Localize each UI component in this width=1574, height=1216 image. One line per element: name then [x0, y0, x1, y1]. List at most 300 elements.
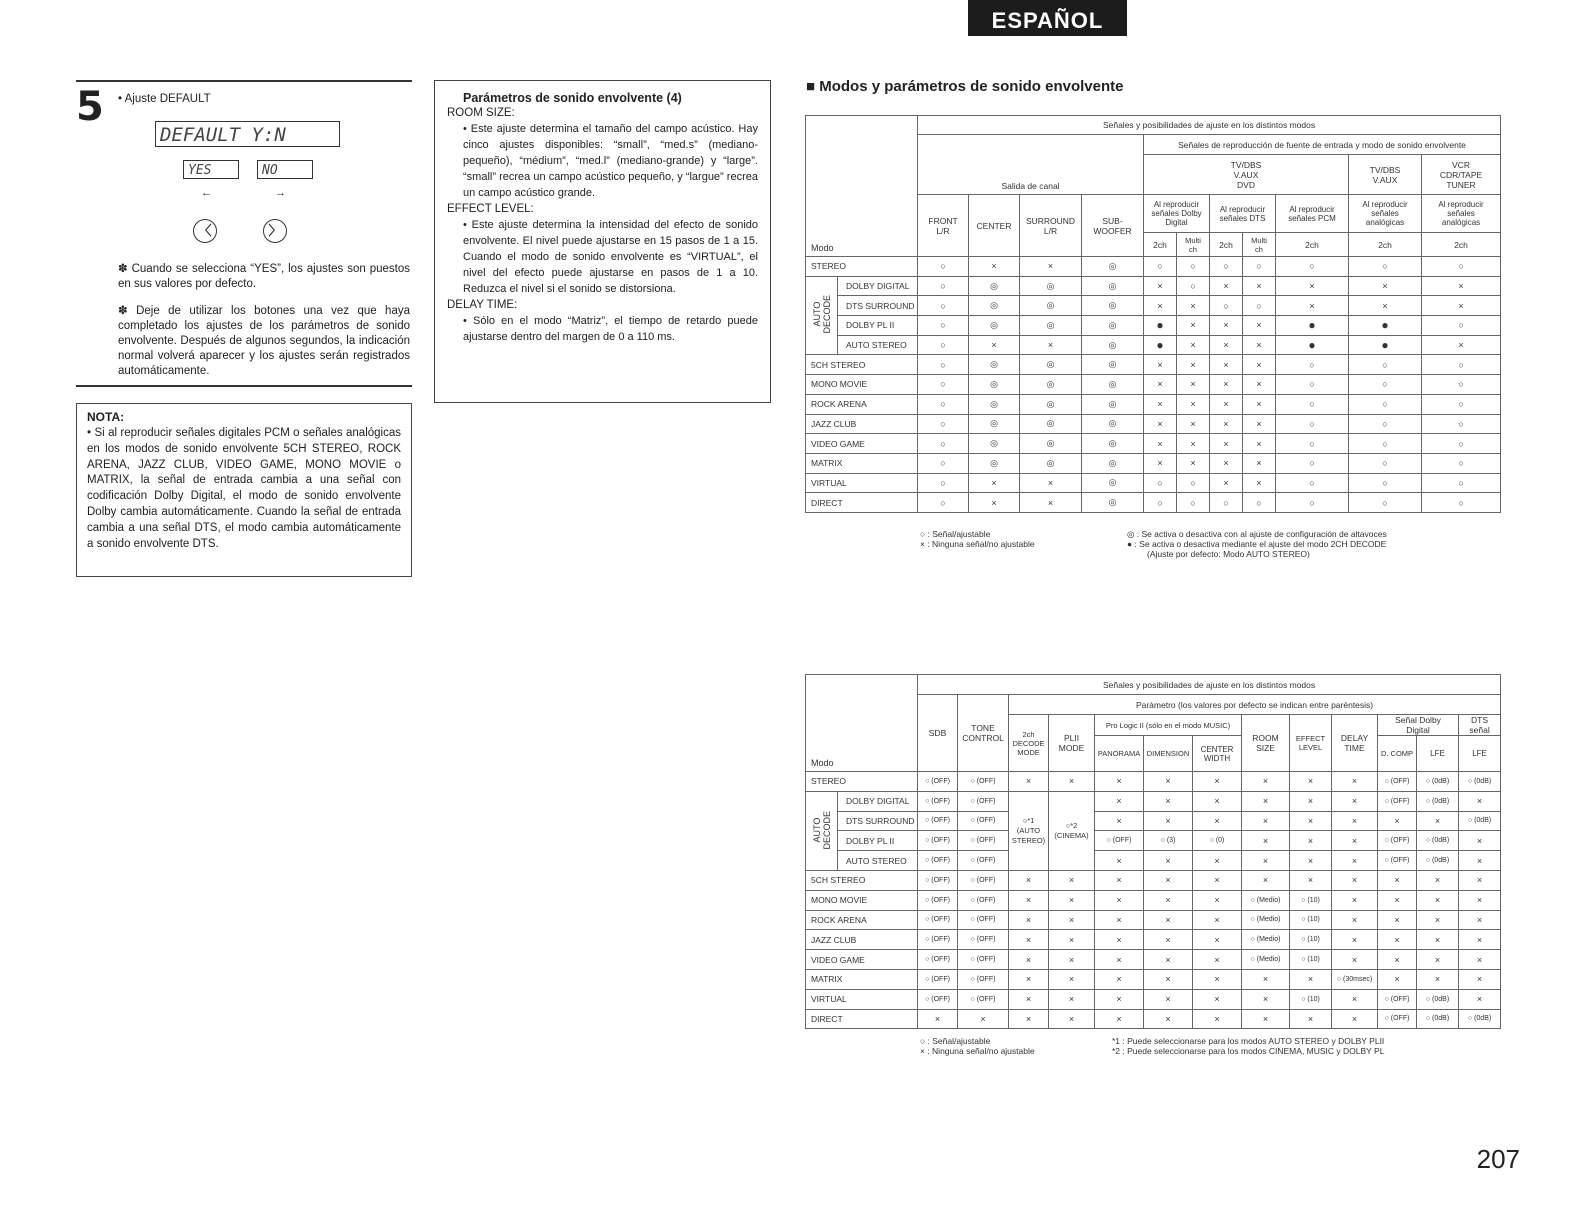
value-cell: ×: [1009, 989, 1049, 1009]
value-cell: ×: [1417, 950, 1459, 970]
value-cell: ×: [1210, 453, 1243, 473]
mode-cell: DOLBY DIGITAL: [838, 276, 918, 296]
value-cell: ×: [969, 257, 1020, 277]
table-row: [806, 355, 1501, 375]
value-cell: ●: [1144, 316, 1177, 336]
value-cell: ○ (0dB): [1417, 1009, 1459, 1029]
step-note-1: ✽ Cuando se selecciona “YES”, los ajustes son puestos en sus valores por defecto.: [118, 263, 410, 290]
table-row: [806, 870, 1501, 890]
value-cell: ×: [1459, 930, 1501, 950]
t2-lfe-dts: LFE: [1459, 736, 1501, 772]
value-cell: ○ (OFF): [1378, 772, 1417, 792]
value-cell: ○: [1210, 257, 1243, 277]
value-cell: ×: [1009, 930, 1049, 950]
value-cell: ○ (0dB): [1459, 1009, 1501, 1029]
value-cell: ○: [1243, 296, 1276, 316]
value-cell: ○ (OFF): [1378, 791, 1417, 811]
value-cell: ×: [1193, 890, 1242, 910]
value-cell: ×: [1193, 870, 1242, 890]
value-cell: ×: [1332, 831, 1378, 851]
value-cell: ○ (3): [1144, 831, 1193, 851]
value-cell: ○: [1276, 473, 1349, 493]
value-cell: ○ (10): [1290, 890, 1332, 910]
arrow-right-icon: →: [275, 187, 286, 199]
t1-ana2: Al reproducir señales analógicas: [1422, 195, 1501, 233]
t2-dcomp: D. COMP: [1378, 736, 1417, 772]
t2-legend-left: ○ : Señal/ajustable × : Ninguna señal/no ajustable: [920, 1036, 1035, 1056]
value-cell: ×: [1049, 1009, 1095, 1029]
value-cell: ◎: [1082, 414, 1144, 434]
mode-cell: DTS SURROUND: [838, 811, 918, 831]
value-cell: ○ (OFF): [918, 969, 958, 989]
mode-cell: DOLBY PL II: [838, 316, 918, 336]
mode-cell: DIRECT: [806, 1009, 918, 1029]
value-cell: ×: [1210, 473, 1243, 493]
value-cell: ×: [1210, 375, 1243, 395]
mode-cell: ROCK ARENA: [806, 910, 918, 930]
t2-room: ROOM SIZE: [1242, 715, 1290, 772]
value-cell: ◎: [1020, 453, 1082, 473]
value-cell: ◎: [1082, 316, 1144, 336]
value-cell: ○: [918, 493, 969, 513]
value-cell: ◎: [1020, 375, 1082, 395]
t2-2ch-mode: 2ch DECODE MODE: [1009, 715, 1049, 772]
value-cell: ×: [1210, 316, 1243, 336]
t1-2ch: 2ch: [1276, 233, 1349, 257]
value-cell: ×: [1009, 910, 1049, 930]
t2-top-header: Señales y posibilidades de ajuste en los distintos modos: [918, 675, 1501, 695]
value-cell: ×: [1378, 910, 1417, 930]
value-cell: ×: [1290, 969, 1332, 989]
value-cell: ○ (OFF): [958, 851, 1009, 871]
mode-cell: MONO MOVIE: [806, 890, 918, 910]
value-cell: ◎: [1020, 316, 1082, 336]
value-cell: ×: [1095, 791, 1144, 811]
room-size-label: ROOM SIZE:: [447, 107, 515, 119]
t1-2ch: 2ch: [1349, 233, 1422, 257]
t1-src-dvd: TV/DBS V.AUX DVD: [1144, 155, 1349, 195]
value-cell: ◎: [1020, 296, 1082, 316]
value-cell: ○ (OFF): [918, 870, 958, 890]
right-button-icon[interactable]: 〉: [263, 219, 287, 243]
value-cell: ○ (OFF): [1378, 1009, 1417, 1029]
value-cell: ○ (OFF): [958, 791, 1009, 811]
value-cell: ×: [1144, 851, 1193, 871]
divider: [76, 385, 412, 387]
value-cell: ×: [1049, 989, 1095, 1009]
table-row: [806, 473, 1501, 493]
divider: [76, 80, 412, 82]
table-row: [806, 831, 1501, 851]
mode-cell: 5CH STEREO: [806, 355, 918, 375]
table-row: [806, 434, 1501, 454]
value-cell: ×: [1049, 930, 1095, 950]
value-cell: ○ (0): [1193, 831, 1242, 851]
value-cell: ◎: [969, 276, 1020, 296]
value-cell: ○: [1243, 257, 1276, 277]
room-size-text: • Este ajuste determina el tamaño del campo acústico. Hay cinco ajustes disponibles: “small”, “med.s” (mediano-pequeño), “médium”, “med.l” (mediano-grande) y “large”. “small” recrea un campo acústico pequeño, y “largue” recrea un campo acústico grande.: [463, 121, 758, 201]
t2-delay: DELAY TIME: [1332, 715, 1378, 772]
value-cell: ○: [1276, 394, 1349, 414]
value-cell: ○ (Medio): [1242, 930, 1290, 950]
modes-parameter-table: [805, 674, 1501, 1029]
value-cell: ○: [918, 335, 969, 355]
nota-text: • Si al reproducir señales digitales PCM o señales analógicas en los modos de sonido envolvente 5CH STEREO, ROCK ARENA, JAZZ CLUB, VIDEO GAME, MONO MOVIE o MATRIX, la señal de entrada cambia a una señal con codificación Dolby Digital, el modo de sonido envolvente Dolby cambia automáticamente. Cuando la señal de entrada cambia a una señal DTS, el modo cambia automáticamente a sonido envolvente DTS.: [87, 426, 401, 552]
value-cell: ×: [1177, 296, 1210, 316]
value-cell: ○: [918, 473, 969, 493]
t2-lfe: LFE: [1417, 736, 1459, 772]
value-cell: ×: [1210, 414, 1243, 434]
value-cell: ○: [1422, 394, 1501, 414]
value-cell: ×: [1095, 930, 1144, 950]
value-cell: ×: [1095, 969, 1144, 989]
value-cell: ○ (OFF): [918, 910, 958, 930]
value-cell: ×: [1095, 851, 1144, 871]
value-cell: ×: [1459, 851, 1501, 871]
value-cell: ×: [1095, 772, 1144, 792]
value-cell: ○: [1422, 414, 1501, 434]
value-cell: ○: [1349, 493, 1422, 513]
value-cell: ×: [1378, 890, 1417, 910]
value-cell: ×: [1144, 791, 1193, 811]
mode-cell: STEREO: [806, 257, 918, 277]
value-cell: ×: [1332, 950, 1378, 970]
value-cell: ◎: [1082, 355, 1144, 375]
value-cell: ○: [1422, 493, 1501, 513]
t2-panorama: PANORAMA: [1095, 736, 1144, 772]
value-cell: ○ (0dB): [1417, 989, 1459, 1009]
value-cell: ◎: [969, 316, 1020, 336]
value-cell: ×: [1332, 791, 1378, 811]
value-cell: ○ (OFF): [958, 910, 1009, 930]
value-cell: ○ (OFF): [958, 831, 1009, 851]
value-cell: ×: [1144, 434, 1177, 454]
value-cell: ×: [1332, 772, 1378, 792]
value-cell: ×: [1378, 811, 1417, 831]
value-cell: ●: [1349, 335, 1422, 355]
value-cell: ○ (Medio): [1242, 910, 1290, 930]
language-tab: ESPAÑOL: [968, 0, 1127, 36]
value-cell: ×: [1020, 335, 1082, 355]
value-cell: ○: [1276, 375, 1349, 395]
value-cell: ×: [1378, 870, 1417, 890]
value-cell: ×: [1242, 969, 1290, 989]
mode-cell: DOLBY DIGITAL: [838, 791, 918, 811]
lcd-yes: YES: [183, 160, 239, 179]
value-cell: ○ (OFF): [918, 989, 958, 1009]
value-cell: ○ (OFF): [958, 930, 1009, 950]
value-cell: ×: [1020, 257, 1082, 277]
value-cell: ◎: [1082, 257, 1144, 277]
value-cell: ○: [918, 257, 969, 277]
value-cell: ×: [1177, 316, 1210, 336]
value-cell: ×: [1332, 811, 1378, 831]
table-row: [806, 851, 1501, 871]
value-cell: ○: [1422, 473, 1501, 493]
value-cell: ×: [1276, 276, 1349, 296]
value-cell: ○: [1276, 453, 1349, 473]
value-cell: ◎: [1082, 473, 1144, 493]
mode-cell: DOLBY PL II: [838, 831, 918, 851]
table-row: [806, 335, 1501, 355]
value-cell: ×: [1242, 831, 1290, 851]
t2-dolby-digital: Señal Dolby Digital: [1378, 715, 1459, 736]
value-cell: ◎: [1020, 394, 1082, 414]
value-cell: ×: [1177, 434, 1210, 454]
mode-cell: MATRIX: [806, 969, 918, 989]
value-cell: ○ (OFF): [918, 811, 958, 831]
value-cell: ×: [1049, 950, 1095, 970]
value-cell: ×: [1009, 870, 1049, 890]
value-cell: ×: [1349, 296, 1422, 316]
t2-effect: EFFECT LEVEL: [1290, 715, 1332, 772]
value-cell: ×: [1210, 276, 1243, 296]
value-cell: ○ (10): [1290, 950, 1332, 970]
value-cell: ○: [1210, 493, 1243, 513]
value-cell: ×: [1144, 355, 1177, 375]
mode-cell: DTS SURROUND: [838, 296, 918, 316]
t1-salida-header: Salida de canal: [918, 135, 1144, 195]
value-cell: ×: [1242, 870, 1290, 890]
value-cell: ×: [1049, 969, 1095, 989]
value-cell: ×: [1332, 910, 1378, 930]
value-cell: ×: [1459, 989, 1501, 1009]
value-cell: ×: [1144, 950, 1193, 970]
value-cell: ×: [1290, 772, 1332, 792]
table-row: [806, 930, 1501, 950]
value-cell: ○ (OFF): [1095, 831, 1144, 851]
value-cell: ×: [918, 1009, 958, 1029]
table-row: [806, 989, 1501, 1009]
effect-level-label: EFFECT LEVEL:: [447, 203, 534, 215]
value-cell: ×: [1332, 1009, 1378, 1029]
value-cell: ×: [1049, 890, 1095, 910]
value-cell: ○ (10): [1290, 910, 1332, 930]
mode-cell: VIRTUAL: [806, 989, 918, 1009]
left-button-icon[interactable]: 〈: [193, 219, 217, 243]
value-cell: ◎: [969, 414, 1020, 434]
value-cell: ○ (OFF): [958, 870, 1009, 890]
value-cell: ×: [1459, 910, 1501, 930]
value-cell: ×: [1177, 453, 1210, 473]
t1-multi: Multi ch: [1177, 233, 1210, 257]
value-cell: ×: [1378, 950, 1417, 970]
mode-cell: JAZZ CLUB: [806, 414, 918, 434]
value-cell: ×: [1243, 316, 1276, 336]
value-cell: ○ (OFF): [1378, 851, 1417, 871]
value-cell: ×: [1417, 870, 1459, 890]
value-cell: ×: [1144, 811, 1193, 831]
value-cell: ○: [1177, 473, 1210, 493]
section-title: ■ Modos y parámetros de sonido envolvente: [806, 78, 1124, 95]
t1-surround: SURROUND L/R: [1020, 195, 1082, 257]
delay-time-label: DELAY TIME:: [447, 299, 518, 311]
value-cell: ×: [1144, 969, 1193, 989]
t1-pcm: Al reproducir señales PCM: [1276, 195, 1349, 233]
value-cell: ×: [1193, 1009, 1242, 1029]
value-cell: ×: [1290, 870, 1332, 890]
value-cell: ○ (OFF): [918, 791, 958, 811]
value-cell: ◎: [969, 296, 1020, 316]
table-row: [806, 1009, 1501, 1029]
value-cell: ×: [1009, 890, 1049, 910]
value-cell: ×: [1290, 851, 1332, 871]
value-cell: ○: [1349, 375, 1422, 395]
value-cell: ●: [1276, 335, 1349, 355]
value-cell: ○ (OFF): [958, 811, 1009, 831]
t1-legend-left: ○ : Señal/ajustable × : Ninguna señal/no ajustable: [920, 529, 1035, 549]
table-row: [806, 890, 1501, 910]
value-cell: ○ (OFF): [918, 950, 958, 970]
mode-cell: 5CH STEREO: [806, 870, 918, 890]
value-cell: ×: [1095, 989, 1144, 1009]
table-row: [806, 375, 1501, 395]
value-cell: ◎: [1082, 453, 1144, 473]
value-cell: ○ (Medio): [1242, 950, 1290, 970]
value-cell: ◎: [1020, 276, 1082, 296]
t1-multi: Multi ch: [1243, 233, 1276, 257]
step-title: • Ajuste DEFAULT: [118, 92, 211, 107]
value-cell: ○: [1349, 257, 1422, 277]
value-cell: ×: [969, 335, 1020, 355]
t2-center-width: CENTER WIDTH: [1193, 736, 1242, 772]
value-cell: ○: [1422, 434, 1501, 454]
value-cell: ×: [1243, 394, 1276, 414]
value-cell: ×: [1049, 870, 1095, 890]
value-cell: ×: [1417, 890, 1459, 910]
value-cell: ×: [1049, 772, 1095, 792]
value-cell: ○ (Medio): [1242, 890, 1290, 910]
value-cell: ×: [1243, 414, 1276, 434]
effect-level-text: • Este ajuste determina la intensidad del efecto de sonido envolvente. El nivel puede ajustarse en 15 pasos de 1 a 15. Cuando el modo de sonido envolvente es “VIRTUAL”, el nivel del efecto puede ajustarse en pasos de 1 a 10. Reduzca el nivel si el sonido se distorsiona.: [463, 217, 758, 297]
value-cell: ×: [1144, 296, 1177, 316]
mode-cell: VIDEO GAME: [806, 950, 918, 970]
value-cell: ×: [1290, 1009, 1332, 1029]
table-row: [806, 811, 1501, 831]
t1-2ch: 2ch: [1144, 233, 1177, 257]
value-cell: ×: [1095, 811, 1144, 831]
t1-front: FRONT L/R: [918, 195, 969, 257]
auto-decode-label: AUTO DECODE: [806, 276, 838, 355]
value-cell: ×: [1459, 870, 1501, 890]
value-cell: ×: [1193, 772, 1242, 792]
table-row: [806, 316, 1501, 336]
t2-dimension: DIMENSION: [1144, 736, 1193, 772]
mode-cell: AUTO STEREO: [838, 851, 918, 871]
table-row: [806, 950, 1501, 970]
step-note-2: ✽ Deje de utilizar los botones una vez que haya completado los ajustes de los parámetros de sonido envolvente. Después de algunos segundos, la indicación normal volverá aparecer y los ajustes serán registrados automáticamente.: [118, 305, 410, 377]
value-cell: ×: [1177, 394, 1210, 414]
value-cell: ○: [918, 414, 969, 434]
table-row: [806, 493, 1501, 513]
mode-cell: DIRECT: [806, 493, 918, 513]
value-cell: ◎: [1082, 276, 1144, 296]
value-cell: ×: [1349, 276, 1422, 296]
value-cell: ×: [1417, 930, 1459, 950]
value-cell: ×: [1332, 851, 1378, 871]
value-cell: ◎: [1082, 335, 1144, 355]
value-cell: ×: [1193, 989, 1242, 1009]
value-cell: ×: [1095, 870, 1144, 890]
value-cell: ×: [1009, 1009, 1049, 1029]
value-cell: ×: [1144, 394, 1177, 414]
value-cell: ×: [1242, 772, 1290, 792]
table-row: [806, 969, 1501, 989]
value-cell: ×: [1049, 910, 1095, 930]
value-cell: ×: [1459, 890, 1501, 910]
value-cell: ×: [1009, 772, 1049, 792]
value-cell: ○ (0dB): [1417, 851, 1459, 871]
value-cell: ×: [1422, 276, 1501, 296]
value-cell: ×: [1144, 375, 1177, 395]
value-cell: ×: [1177, 414, 1210, 434]
value-cell: ×: [1242, 851, 1290, 871]
value-cell: ○ (10): [1290, 930, 1332, 950]
t1-legend-right: ◎ : Se activa o desactiva con al ajuste de configuración de altavoces ● : Se activa o desactiva mediante el ajuste del modo 2CH DECODE (Ajuste por defecto: Modo AUTO STEREO): [1127, 529, 1387, 559]
value-cell: ◎: [1082, 493, 1144, 513]
value-cell: ×: [1144, 989, 1193, 1009]
value-cell: ●: [1276, 316, 1349, 336]
value-cell: ○: [1144, 473, 1177, 493]
value-cell: ×: [1242, 791, 1290, 811]
value-cell: ×: [1243, 453, 1276, 473]
t1-src-tuner: VCR CDR/TAPE TUNER: [1422, 155, 1501, 195]
value-cell: ○: [1144, 257, 1177, 277]
lcd-no: NO: [257, 160, 313, 179]
value-cell: ×: [969, 493, 1020, 513]
mode-cell: AUTO STEREO: [838, 335, 918, 355]
value-cell: ×: [1095, 890, 1144, 910]
value-cell: ◎: [1020, 414, 1082, 434]
value-cell: ○ (30msec): [1332, 969, 1378, 989]
value-cell: ×: [1422, 296, 1501, 316]
value-cell: ○: [918, 355, 969, 375]
value-cell: ○: [1177, 276, 1210, 296]
value-cell: ×: [1144, 930, 1193, 950]
merged-pl2-cell: ○*2 (CINEMA): [1049, 791, 1095, 870]
nota-box: [76, 403, 412, 577]
t2-plmusic: Pro Logic II (sólo en el modo MUSIC): [1095, 715, 1242, 736]
value-cell: ×: [1243, 355, 1276, 375]
value-cell: ×: [1095, 950, 1144, 970]
value-cell: ●: [1349, 316, 1422, 336]
value-cell: ○ (OFF): [958, 989, 1009, 1009]
value-cell: ×: [1009, 950, 1049, 970]
value-cell: ×: [1417, 811, 1459, 831]
t2-tone: TONE CONTROL: [958, 695, 1009, 772]
value-cell: ◎: [969, 375, 1020, 395]
value-cell: ×: [1243, 375, 1276, 395]
value-cell: ○: [1422, 375, 1501, 395]
value-cell: ×: [1242, 1009, 1290, 1029]
value-cell: ×: [1020, 473, 1082, 493]
table-row: [806, 772, 1501, 792]
value-cell: ×: [1193, 851, 1242, 871]
value-cell: ×: [1290, 811, 1332, 831]
value-cell: ◎: [969, 434, 1020, 454]
value-cell: ×: [1193, 969, 1242, 989]
value-cell: ×: [1193, 811, 1242, 831]
value-cell: ○: [918, 316, 969, 336]
value-cell: ○: [918, 375, 969, 395]
value-cell: ○: [1276, 355, 1349, 375]
value-cell: ×: [1242, 989, 1290, 1009]
table-row: [806, 910, 1501, 930]
value-cell: ◎: [969, 355, 1020, 375]
value-cell: ○: [1349, 473, 1422, 493]
value-cell: ×: [1210, 434, 1243, 454]
mode-cell: ROCK ARENA: [806, 394, 918, 414]
